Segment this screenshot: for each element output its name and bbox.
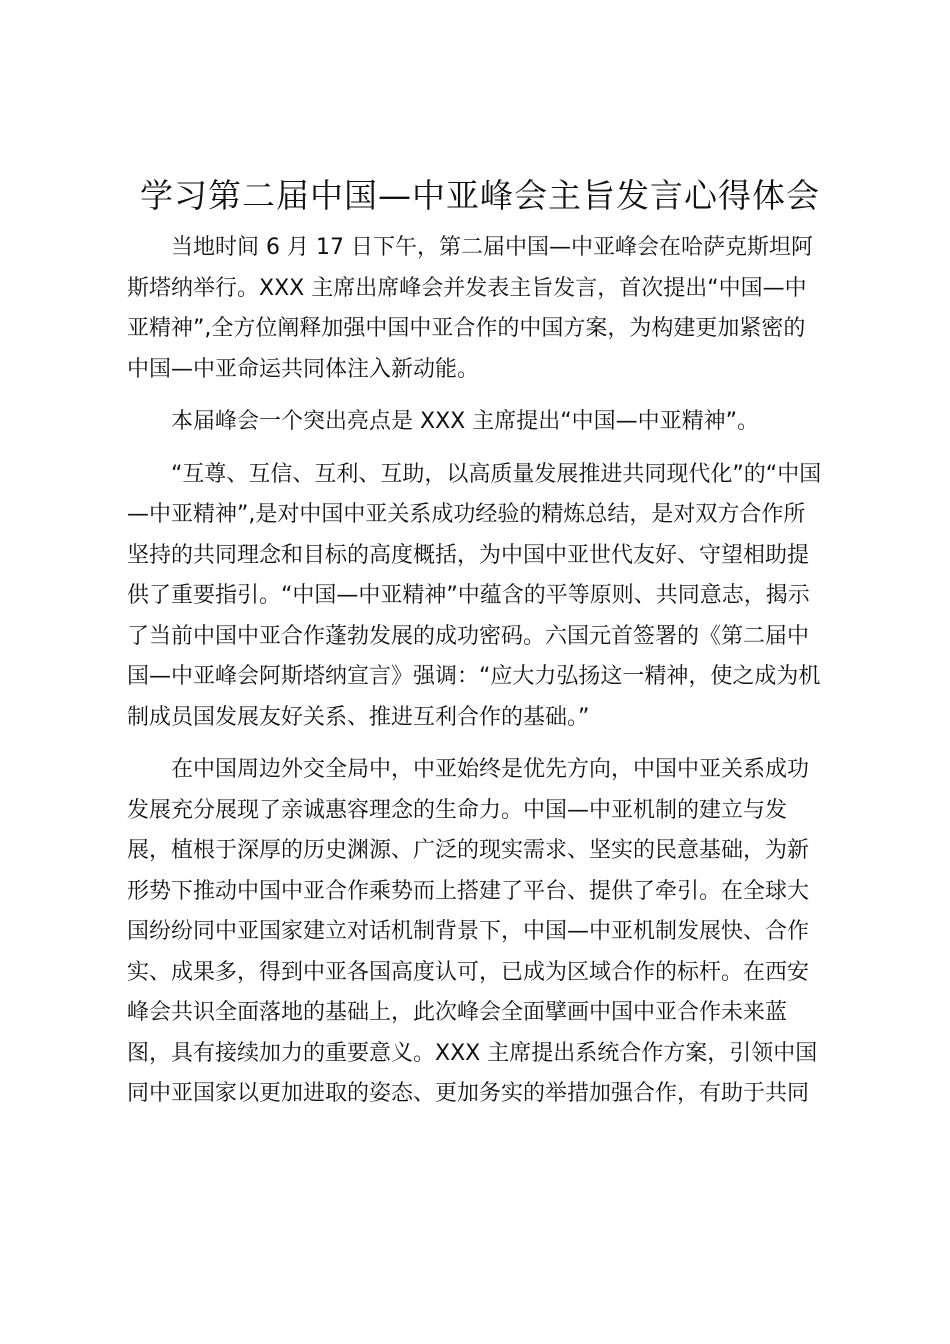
paragraph-line: —中亚精神”,是对中国中亚关系成功经验的精炼总结，是对双方合作所 (127, 502, 806, 527)
paragraph-line: 形势下推动中国中亚合作乘势而上搭建了平台、提供了牵引。在全球大 (127, 878, 810, 904)
paragraph-line: 坚持的共同理念和目标的高度概括，为中国中亚世代友好、守望相助提 (127, 542, 810, 568)
paragraph-line: 同中亚国家以更加进取的姿态、更加务实的举措加强合作，有助于共同 (127, 1081, 810, 1106)
paragraph-line: 了当前中国中亚合作蓬勃发展的成功密码。六国元首签署的《第二届中 (127, 623, 810, 649)
paragraph-2 (127, 402, 837, 443)
paragraph-line: 发展充分展现了亲诚惠容理念的生命力。中国—中亚机制的建立与发 (127, 797, 788, 823)
paragraph-line: 图，具有接续加力的重要意义。XXX 主席提出系统合作方案，引领中国 (127, 1040, 818, 1066)
paragraph-line: 制成员国发展友好关系、推进互利合作的基础。” (127, 704, 590, 730)
paragraph-gap (127, 390, 837, 402)
paragraph-gap (127, 443, 837, 455)
paragraph-line: 实、成果多，得到中亚各国高度认可，已成为区域合作的标杆。在西安 (127, 959, 810, 985)
paragraph-line: 展，植根于深厚的历史渊源、广泛的现实需求、坚实的民意基础，为新 (127, 838, 810, 863)
document-body (127, 228, 837, 1115)
paragraph-4 (127, 750, 837, 1115)
paragraph-line: 国纷纷同中亚国家建立对话机制背景下，中国—中亚机制发展快、合作 (127, 919, 810, 944)
paragraph-gap (127, 738, 837, 750)
paragraph-line: 中国—中亚命运共同体注入新动能。 (127, 356, 480, 382)
paragraph-line: 在中国周边外交全局中，中亚始终是优先方向，中国中亚关系成功 (171, 757, 810, 782)
paragraph-3 (127, 455, 837, 739)
document-title: 学习第二届中国—中亚峰会主旨发言心得体会 (140, 176, 820, 215)
paragraph-line: 国—中亚峰会阿斯塔纳宣言》强调：“应大力弘扬这一精神，使之成为机 (127, 664, 821, 689)
paragraph-line: 供了重要指引。“中国—中亚精神”中蕴含的平等原则、共同意志，揭示 (127, 583, 810, 608)
paragraph-line: 峰会共识全面落地的基础上，此次峰会全面擘画中国中亚合作未来蓝 (127, 1000, 788, 1025)
paragraph-line: 亚精神”,全方位阐释加强中国中亚合作的中国方案，为构建更加紧密的 (127, 316, 806, 341)
paragraph-line: 本届峰会一个突出亮点是 XXX 主席提出“中国—中亚精神”。 (171, 409, 759, 434)
paragraph-1 (127, 228, 837, 390)
paragraph-line: “互尊、互信、互利、互助，以高质量发展推进共同现代化”的“中国 (171, 461, 822, 487)
paragraph-line: 斯塔纳举行。XXX 主席出席峰会并发表主旨发言，首次提出“中国—中 (127, 275, 807, 301)
paragraph-line: 当地时间 6 月 17 日下午，第二届中国—中亚峰会在哈萨克斯坦阿 (171, 235, 813, 260)
